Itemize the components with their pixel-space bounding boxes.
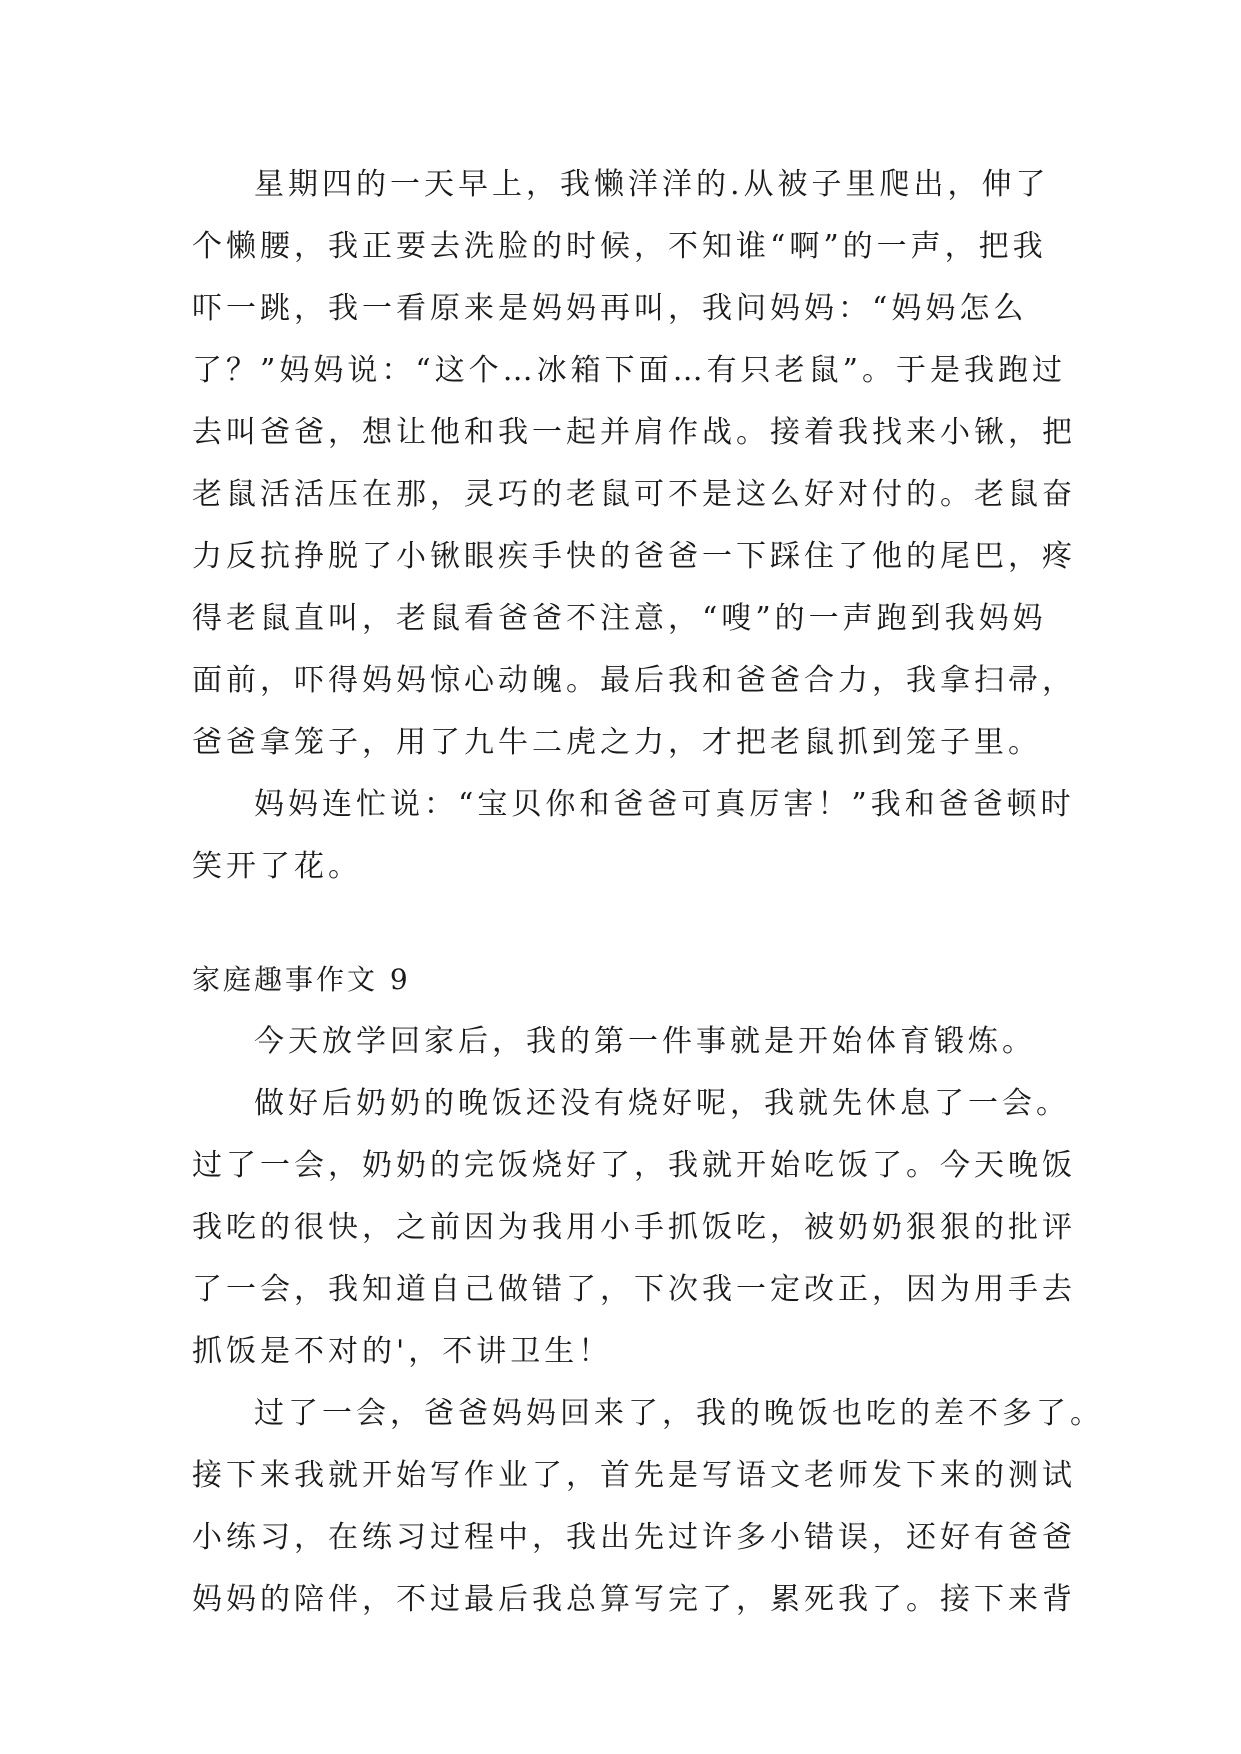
paragraph-line: 接下来我就开始写作业了，首先是写语文老师发下来的测试 [192,1458,1076,1493]
paragraph-line: 个懒腰，我正要去洗脸的时候，不知谁“啊”的一声，把我 [192,229,1047,264]
paragraph-line: 妈妈的陪伴，不过最后我总算写完了，累死我了。接下来背 [192,1582,1076,1617]
paragraph-line: 过了一会，爸爸妈妈回来了，我的晚饭也吃的差不多了。 [254,1396,1104,1431]
paragraph-line: 老鼠活活压在那，灵巧的老鼠可不是这么好对付的。老鼠奋 [192,477,1076,512]
paragraph-line: 面前，吓得妈妈惊心动魄。最后我和爸爸合力，我拿扫帚， [192,663,1076,698]
paragraph-line: 得老鼠直叫，老鼠看爸爸不注意，“嗖”的一声跑到我妈妈 [192,601,1047,636]
paragraph-line: 了一会，我知道自己做错了，下次我一定改正，因为用手去 [192,1272,1076,1307]
paragraph-line: 我吃的很快，之前因为我用小手抓饭吃，被奶奶狠狠的批评 [192,1210,1076,1245]
paragraph-line: 了？”妈妈说：“这个…冰箱下面…有只老鼠”。于是我跑过 [192,353,1067,388]
paragraph-line: 过了一会，奶奶的完饭烧好了，我就开始吃饭了。今天晚饭 [192,1148,1076,1183]
paragraph-line: 做好后奶奶的晚饭还没有烧好呢，我就先休息了一会。 [254,1086,1070,1121]
paragraph-line: 去叫爸爸，想让他和我一起并肩作战。接着我找来小锹，把 [192,415,1076,450]
paragraph-line: 力反抗挣脱了小锹眼疾手快的爸爸一下踩住了他的尾巴，疼 [192,539,1076,574]
paragraph-line: 妈妈连忙说：“宝贝你和爸爸可真厉害！”我和爸爸顿时 [254,787,1075,822]
paragraph-line: 抓饭是不对的'，不讲卫生！ [192,1334,613,1369]
paragraph-line: 小练习，在练习过程中，我出先过许多小错误，还好有爸爸 [192,1520,1076,1555]
paragraph-line: 爸爸拿笼子，用了九牛二虎之力，才把老鼠抓到笼子里。 [192,725,1042,760]
paragraph-line: 星期四的一天早上，我懒洋洋的.从被子里爬出，伸了 [254,167,1050,202]
essay-title: 家庭趣事作文 9 [192,963,411,996]
paragraph-line: 吓一跳，我一看原来是妈妈再叫，我问妈妈：“妈妈怎么 [192,291,1028,326]
paragraph-line: 今天放学回家后，我的第一件事就是开始体育锻炼。 [254,1024,1036,1059]
paragraph-line: 笑开了花。 [192,849,362,884]
